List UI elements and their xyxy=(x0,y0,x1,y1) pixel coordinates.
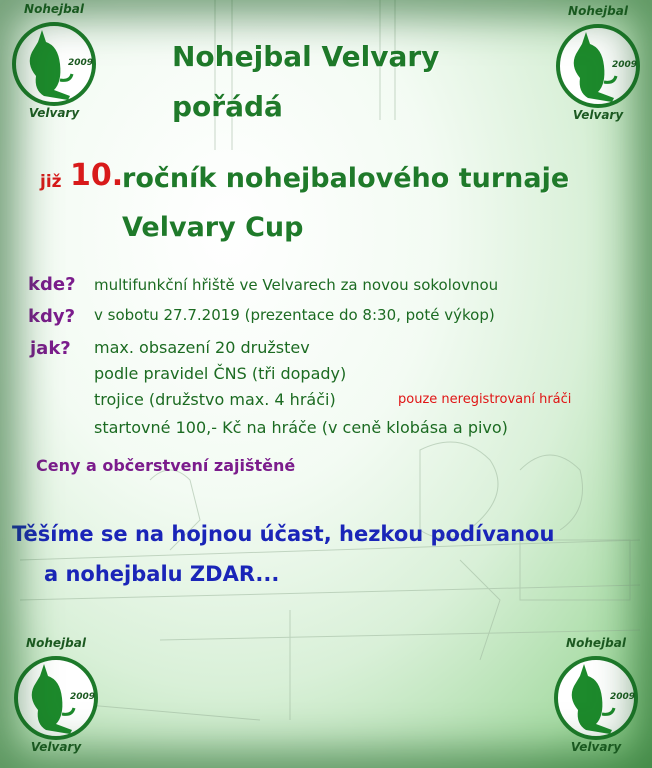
label-how: jak? xyxy=(30,338,71,359)
logo-year: 2009 xyxy=(70,692,96,702)
logo-year: 2009 xyxy=(610,692,636,702)
how-line-3: trojice (družstvo max. 4 hráči) xyxy=(94,390,336,409)
how-line-2: podle pravidel ČNS (tři dopady) xyxy=(94,364,347,383)
logo-top-left xyxy=(8,2,100,122)
how-note: pouze neregistrovaní hráči xyxy=(398,392,572,407)
closing-line-2: a nohejbalu ZDAR... xyxy=(44,562,280,586)
logo-top-text: Nohejbal xyxy=(24,2,84,16)
header-organizes: pořádá xyxy=(172,90,283,123)
logo-top-text: Nohejbal xyxy=(566,636,626,650)
value-where: multifunkční hřiště ve Velvarech za novou sokolovnou xyxy=(94,276,499,294)
logo-bottom-right xyxy=(550,636,642,756)
logo-bottom-text: Velvary xyxy=(28,106,80,120)
logo-bottom-text: Velvary xyxy=(30,740,82,754)
logo-bottom-text: Velvary xyxy=(570,740,622,754)
label-where: kde? xyxy=(28,274,76,295)
logo-year: 2009 xyxy=(612,60,638,70)
value-when: v sobotu 27.7.2019 (prezentace do 8:30, poté výkop) xyxy=(94,306,495,324)
logo-bottom-left xyxy=(10,636,102,756)
prizes-text: Ceny a občerstvení zajištěné xyxy=(36,456,296,475)
logo-year: 2009 xyxy=(68,58,94,68)
logo-top-text: Nohejbal xyxy=(26,636,86,650)
logo-top-right xyxy=(552,4,644,124)
how-line-1: max. obsazení 20 družstev xyxy=(94,338,310,357)
event-prefix: již xyxy=(40,172,62,192)
header-club-name: Nohejbal Velvary xyxy=(172,40,440,73)
event-title-line1: ročník nohejbalového turnaje xyxy=(122,163,570,194)
logo-bottom-text: Velvary xyxy=(572,108,624,122)
closing-line-1: Těšíme se na hojnou účast, hezkou podívanou xyxy=(12,522,555,546)
how-line-4: startovné 100,- Kč na hráče (v ceně klobása a pivo) xyxy=(94,418,508,437)
label-when: kdy? xyxy=(28,306,76,327)
logo-top-text: Nohejbal xyxy=(568,4,628,18)
event-title-line2: Velvary Cup xyxy=(122,212,304,243)
event-number: 10. xyxy=(70,158,124,193)
